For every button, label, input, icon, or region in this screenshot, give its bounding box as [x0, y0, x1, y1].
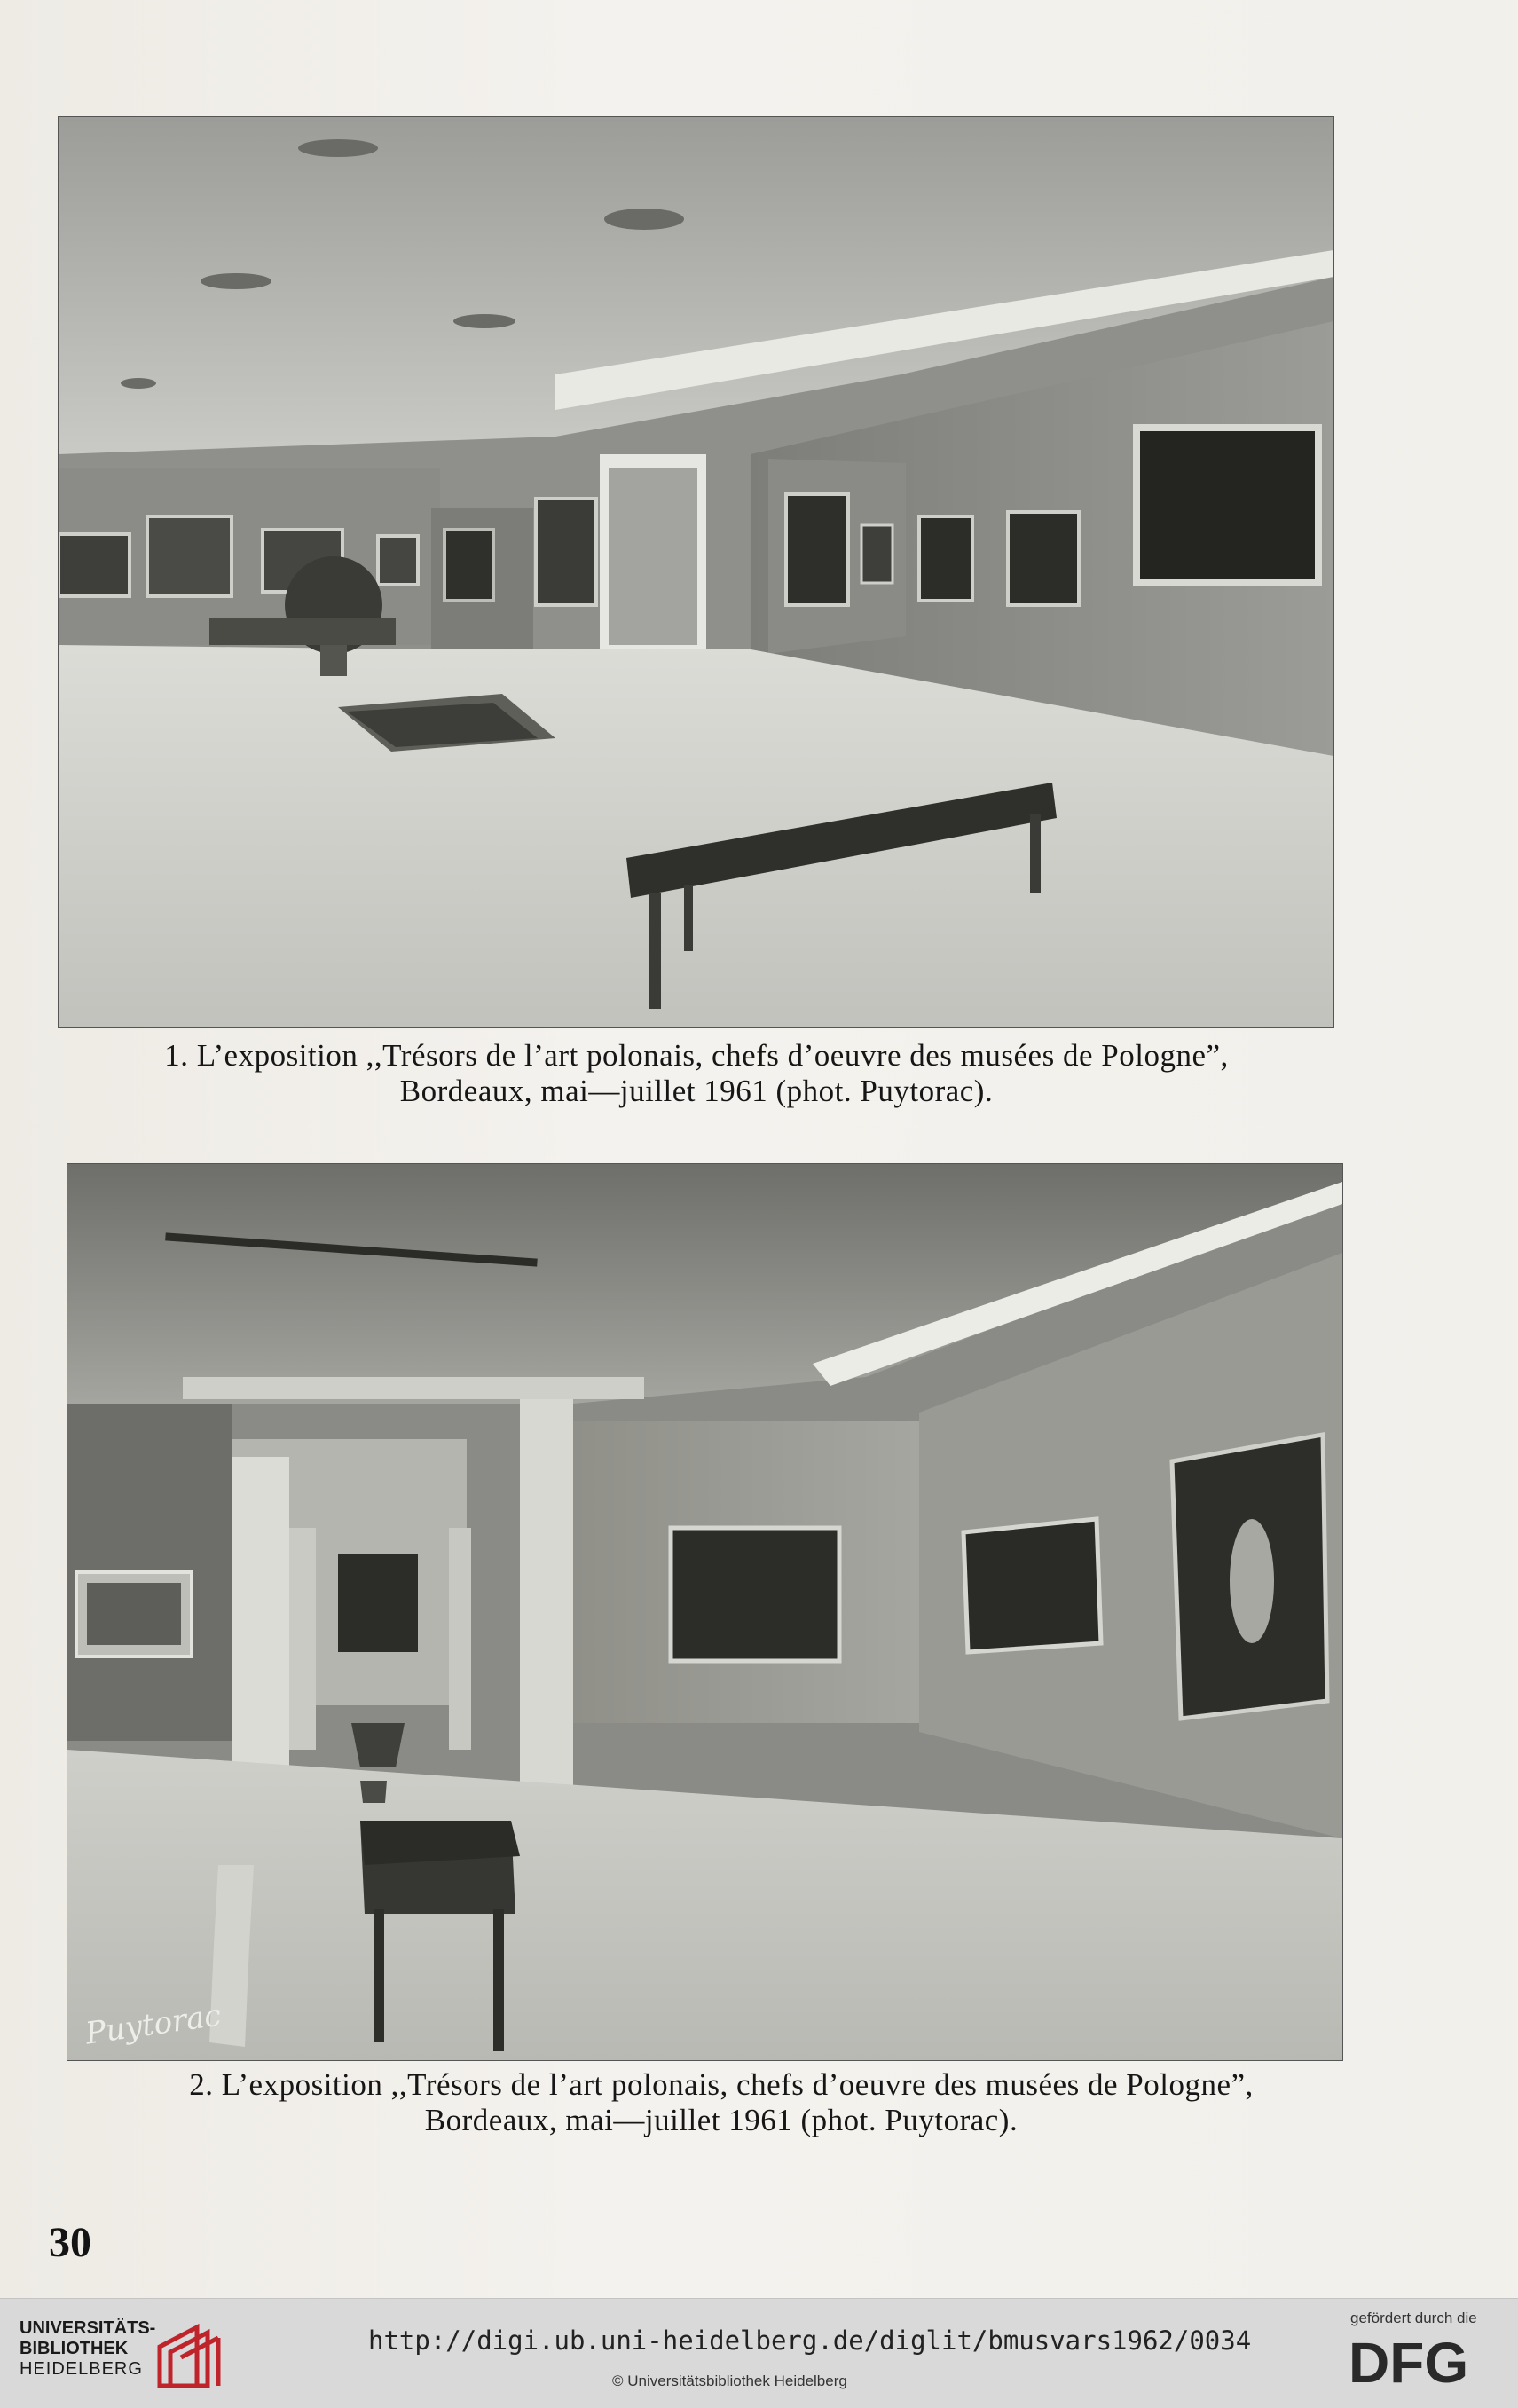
page-number: 30: [49, 2219, 91, 2266]
caption-1-line-2: Bordeaux, mai—juillet 1961 (phot. Puytorac).: [399, 1074, 994, 1108]
library-emblem-icon: [153, 2320, 225, 2393]
exhibition-photo-1: [59, 117, 1333, 1027]
photographer-signature: Puytorac: [83, 1997, 224, 2052]
university-library-logo[interactable]: [20, 2318, 224, 2398]
digitization-footer: [0, 2298, 1518, 2408]
library-line-3: HEIDELBERG: [20, 2359, 143, 2379]
figure-2-caption: [78, 2067, 1365, 2138]
library-line-2: BIBLIOTHEK: [20, 2339, 129, 2358]
library-name: [20, 2318, 155, 2380]
permalink-url[interactable]: http://digi.ub.uni-heidelberg.de/diglit/bmusvars1962/0034: [368, 2325, 1252, 2356]
exhibition-photo-2: [67, 1164, 1342, 2060]
funding-note: gefördert durch die: [1350, 2310, 1477, 2326]
copyright-notice: © Universitätsbibliothek Heidelberg: [612, 2373, 847, 2389]
caption-1-line-1: 1. L’exposition ,,Trésors de l’art polonais, chefs d’oeuvre des musées de Pologne”,: [164, 1038, 1229, 1073]
caption-2-line-1: 2. L’exposition ,,Trésors de l’art polonais, chefs d’oeuvre des musées de Pologne”,: [189, 2067, 1254, 2102]
dfg-logo-text: DFG: [1349, 2331, 1469, 2391]
caption-2-line-2: Bordeaux, mai—juillet 1961 (phot. Puytorac).: [424, 2103, 1019, 2137]
library-line-1: UNIVERSITÄTS-: [20, 2318, 156, 2338]
dfg-logo[interactable]: [1349, 2331, 1499, 2391]
figure-1-caption: [53, 1038, 1340, 1109]
